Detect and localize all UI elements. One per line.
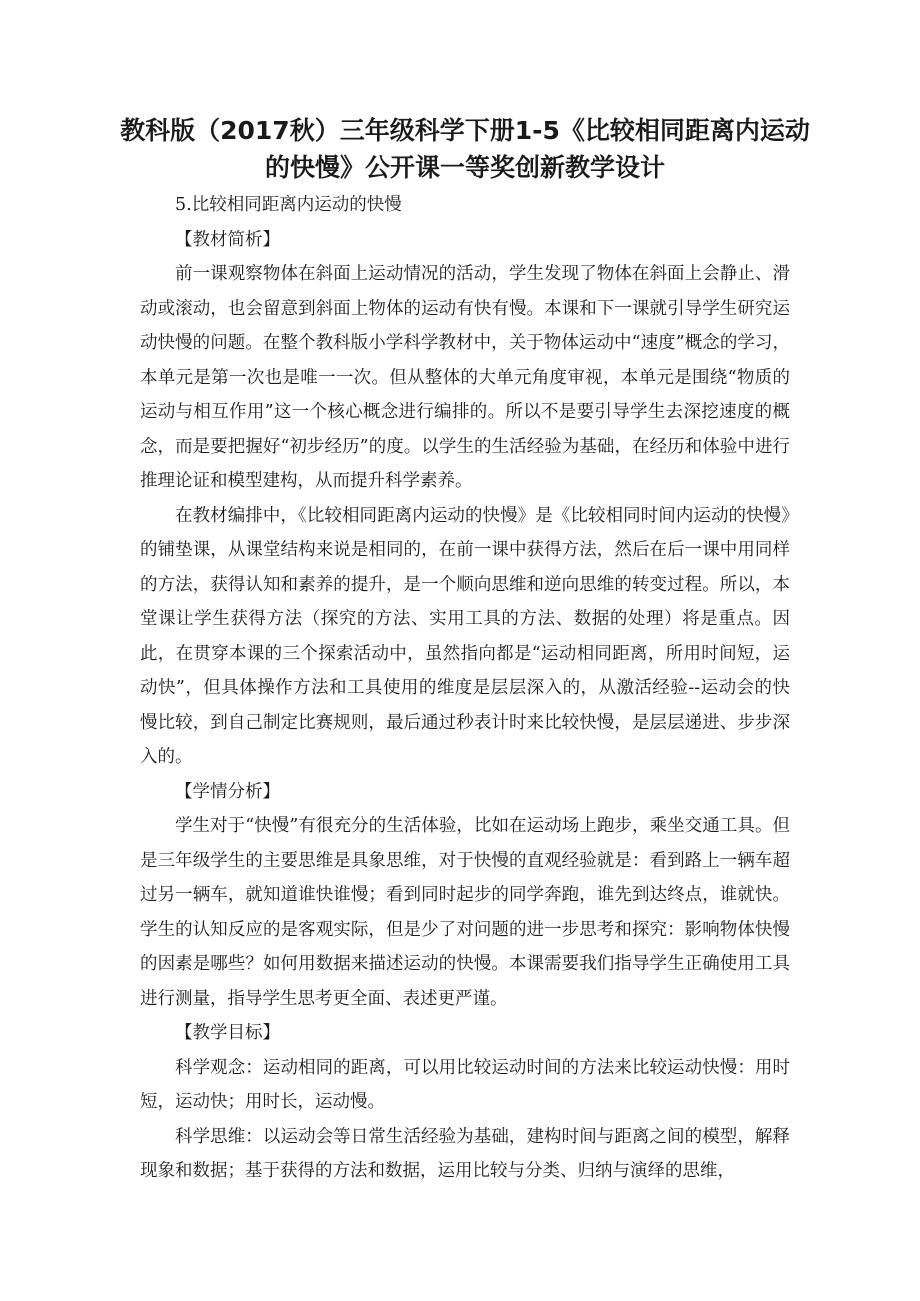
document-body bbox=[140, 188, 790, 1189]
section-heading-teaching-goals: 【教学目标】 bbox=[175, 1023, 280, 1043]
student-analysis-paragraph-1: 学生对于“快慢”有很充分的生活体验，比如在运动场上跑步，乘坐交通工具。但是三年级学生的主要思维是具象思维，对于快慢的直观经验就是：看到路上一辆车超过另一辆车，就知道谁快谁慢；看到同时起步的同学奔跑，谁先到达终点，谁就快。学生的认知反应的是客观实际，但是少了对问题的进一步思考和探究：影响物体快慢的因素是哪些？如何用数据来描述运动的快慢。本课需要我们指导学生正确使用工具进行测量，指导学生思考更全面、表述更严谨。 bbox=[140, 816, 790, 1009]
teaching-goal-science-concept: 科学观念：运动相同的距离，可以用比较运动时间的方法来比较运动快慢：用时短，运动快；用时长，运动慢。 bbox=[140, 1057, 790, 1112]
section-heading-materials-analysis: 【教材简析】 bbox=[175, 229, 280, 250]
document-title: 教科版（2017秋）三年级科学下册1-5《比较相同距离内运动的快慢》公开课一等奖创新教学设计 bbox=[120, 116, 810, 182]
materials-analysis-paragraph-2: 在教材编排中，《比较相同距离内运动的快慢》是《比较相同时间内运动的快慢》的铺垫课，从课堂结构来说是相同的，在前一课中获得方法，然后在后一课中用同样的方法，获得认知和素养的提升，是一个顺向思维和逆向思维的转变过程。所以，本堂课让学生获得方法（探究的方法、实用工具的方法、数据的处理）将是重点。因此，在贯穿本课的三个探索活动中，虽然指向都是“运动相同距离，所用时间短，运动快”，但具体操作方法和工具使用的维度是层层深入的，从激活经验--运动会的快慢比较，到自己制定比赛规则，最后通过秒表计时来比较快慢，是层层递进、步步深入的。 bbox=[140, 505, 790, 767]
lesson-subtitle: 5.比较相同距离内运动的快慢 bbox=[175, 195, 402, 215]
teaching-goal-science-thinking: 科学思维：以运动会等日常生活经验为基础，建构时间与距离之间的模型，解释现象和数据；基于获得的方法和数据，运用比较与分类、归纳与演绎的思维， bbox=[140, 1126, 790, 1181]
section-heading-student-analysis: 【学情分析】 bbox=[175, 781, 280, 802]
materials-analysis-paragraph-1: 前一课观察物体在斜面上运动情况的活动，学生发现了物体在斜面上会静止、滑动或滚动，也会留意到斜面上物体的运动有快有慢。本课和下一课就引导学生研究运动快慢的问题。在整个教科版小学科学教材中，关于物体运动中“速度”概念的学习，本单元是第一次也是唯一一次。但从整体的大单元角度审视，本单元是围绕“物质的运动与相互作用”这一个核心概念进行编排的。所以不是要引导学生去深挖速度的概念，而是要把握好“初步经历”的度。以学生的生活经验为基础，在经历和体验中进行推理论证和模型建构，从而提升科学素养。 bbox=[140, 264, 790, 491]
